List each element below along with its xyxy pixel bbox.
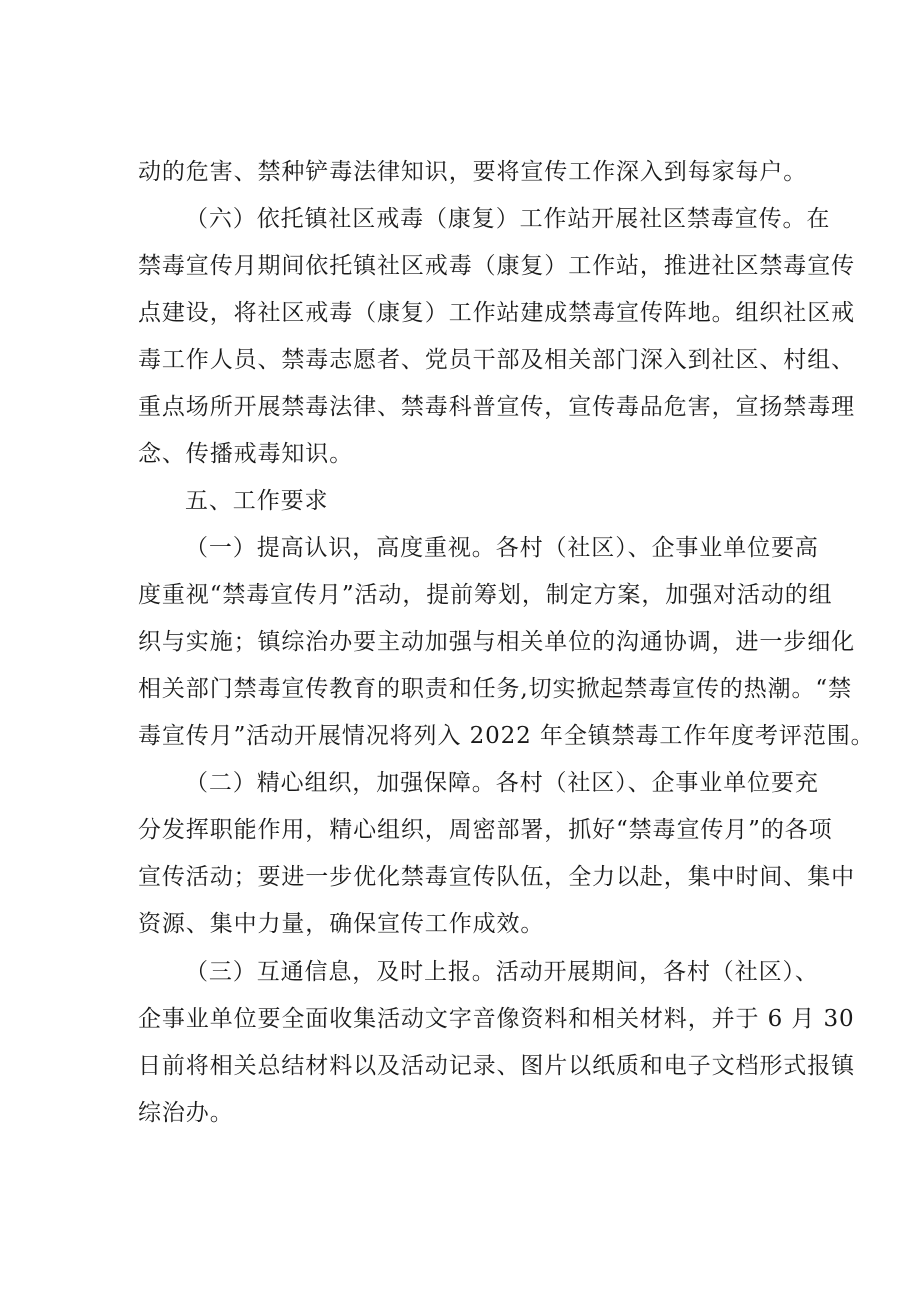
text-line: 度重视“禁毒宣传月”活动，提前筹划，制定方案，加强对活动的组 <box>138 582 833 608</box>
text-line: （一）提高认识，高度重视。各村（社区）、企事业单位要高 <box>185 535 819 561</box>
text-line: 相关部门禁毒宣传教育的职责和任务,切实掀起禁毒宣传的热潮。“禁 <box>138 676 852 702</box>
text-line: 综治办。 <box>138 1100 234 1126</box>
text-line: 念、传播戒毒知识。 <box>138 441 354 467</box>
text-line: 毒工作人员、禁毒志愿者、党员干部及相关部门深入到社区、村组、 <box>138 347 855 373</box>
text-line: 资源、集中力量，确保宣传工作成效。 <box>138 911 545 937</box>
text-line: （二）精心组织，加强保障。各村（社区）、企事业单位要充 <box>185 770 819 796</box>
text-line: 日前将相关总结材料以及活动记录、图片以纸质和电子文档形式报镇 <box>138 1053 855 1079</box>
text-line: （三）互通信息，及时上报。活动开展期间，各村（社区）、 <box>185 959 819 985</box>
text-line: 禁毒宣传月期间依托镇社区戒毒（康复）工作站，推进社区禁毒宣传 <box>138 253 855 279</box>
text-line: 重点场所开展禁毒法律、禁毒科普宣传，宣传毒品危害，宣扬禁毒理 <box>138 394 855 420</box>
text-line: 点建设，将社区戒毒（康复）工作站建成禁毒宣传阵地。组织社区戒 <box>138 300 855 326</box>
text-line: 宣传活动；要进一步优化禁毒宣传队伍，全力以赴，集中时间、集中 <box>138 864 855 890</box>
text-line: 毒宣传月”活动开展情况将列入 2022 年全镇禁毒工作年度考评范围。 <box>138 723 875 749</box>
text-line: 动的危害、禁种铲毒法律知识，要将宣传工作深入到每家每户。 <box>138 159 808 185</box>
text-line: 企事业单位要全面收集活动文字音像资料和相关材料，并于 6 月 30 <box>138 1006 855 1032</box>
text-line: 分发挥职能作用，精心组织，周密部署，抓好“禁毒宣传月”的各项 <box>138 817 833 843</box>
text-line: （六）依托镇社区戒毒（康复）工作站开展社区禁毒宣传。在 <box>185 206 831 232</box>
section-heading: 五、工作要求 <box>185 488 329 514</box>
text-line: 织与实施；镇综治办要主动加强与相关单位的沟通协调，进一步细化 <box>138 629 855 655</box>
